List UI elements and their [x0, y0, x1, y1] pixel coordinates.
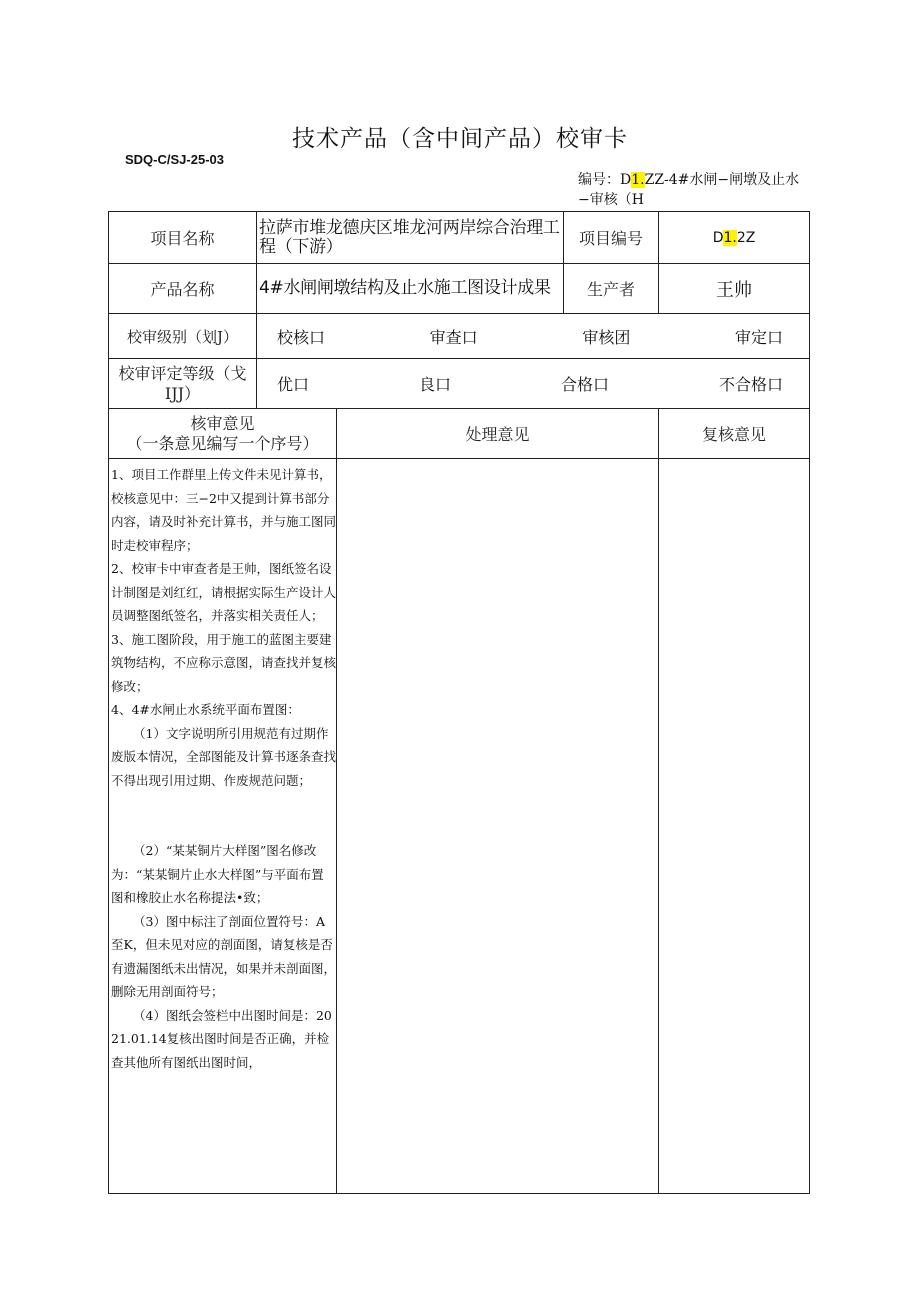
project-name-value: 拉萨市堆龙德庆区堆龙河两岸综合治理工程（下游）: [257, 212, 564, 264]
project-code-prefix: D: [712, 229, 724, 246]
document-code: SDQ-C/SJ-25-03: [125, 152, 224, 167]
project-code-highlight: 1.: [723, 229, 737, 246]
review-opinion-header: [109, 409, 337, 459]
evaluation-option[interactable]: 合格口: [561, 375, 610, 394]
product-row: [109, 264, 810, 314]
review-level-option[interactable]: 校核口: [277, 327, 326, 347]
serial-prefix: 编号：D: [578, 172, 632, 188]
review-level-row: [109, 314, 810, 359]
review-opinion-subtitle: （一条意见编写一个序号）: [126, 433, 319, 453]
evaluation-label-line2: IJJ）: [164, 383, 201, 403]
review-level-option[interactable]: 审查口: [429, 327, 478, 347]
recheck-opinion-header: 复核意见: [659, 409, 810, 459]
project-row: [109, 212, 810, 264]
comments-row: [109, 459, 810, 1194]
comment-spacer: [111, 792, 336, 839]
evaluation-row: [109, 359, 810, 409]
review-comments-cell: [109, 459, 337, 1194]
comment-item: （2）“某某铜片大样图”图名修改为：“某某铜片止水大样图”与平面布置图和橡胶止水名称提法•致；: [111, 843, 324, 905]
producer-label: 生产者: [564, 264, 659, 314]
serial-line2: −审核（H: [578, 192, 644, 208]
comment-item: 4、4#水闸止水系统平面布置图：: [111, 702, 300, 717]
handling-opinion-header: 处理意见: [337, 409, 659, 459]
comment-item: 2、校审卡中审查者是王帅，图纸签名设计制图是刘红红，请根据实际生产设计人员调整图纸签名，并落实相关责任人；: [111, 561, 337, 623]
product-name-label: 产品名称: [109, 264, 257, 314]
serial-highlight: 1.: [631, 172, 645, 188]
handling-opinion-cell[interactable]: [337, 459, 659, 1194]
project-code-value: [659, 212, 810, 264]
evaluation-option[interactable]: 良口: [419, 375, 452, 394]
comment-item: 3、施工图阶段，用于施工的蓝图主要建筑物结构，不应称示意图，请查找并复核修改；: [111, 631, 337, 694]
project-name-label: 项目名称: [109, 212, 257, 264]
review-level-options: [257, 314, 810, 359]
recheck-opinion-cell[interactable]: [659, 459, 810, 1194]
comment-item: （4）图纸会签栏中出图时间是：2021.01.14复核出图时间是否正确，并检查其他所有图纸出图时间，: [111, 1007, 332, 1070]
project-code-suffix: 2Z: [736, 229, 756, 246]
comment-item: （3）图中标注了剖面位置符号：A至K，但未见对应的剖面图，请复核是否有遗漏图纸未出情况，如果并未剖面图，删除无用剖面符号；: [111, 913, 337, 999]
page-title: 技术产品（含中间产品）校审卡: [292, 126, 628, 152]
comment-item: 1、项目工作群里上传文件未见计算书，校核意见中：三−2中又提到计算书部分内容，请及时补充计算书，并与施工图同时走校审程序；: [111, 467, 337, 553]
review-opinion-title: 核审意见: [190, 413, 255, 433]
evaluation-options: [257, 359, 810, 409]
project-code-label: 项目编号: [564, 212, 659, 264]
evaluation-label: [109, 359, 257, 409]
producer-value: 王帅: [659, 264, 810, 314]
comment-item: （1）文字说明所引用规范有过期作废版本情况，全部图能及计算书逐条查找不得出现引用过期、作废规范问题；: [111, 725, 337, 788]
evaluation-option[interactable]: 不合格口: [719, 375, 784, 394]
serial-number: [578, 170, 803, 210]
review-card-table: [108, 211, 810, 1194]
product-name-value: 4#水闸闸墩结构及止水施工图设计成果: [257, 264, 564, 314]
serial-rest: ZZ-4#水闸−闸墩及止水: [644, 172, 800, 188]
evaluation-label-line1: 校审评定等级（戈: [118, 363, 247, 383]
evaluation-option[interactable]: 优口: [277, 375, 310, 394]
review-level-option[interactable]: 审定口: [734, 327, 783, 347]
review-level-option[interactable]: 审核团: [582, 327, 631, 347]
review-level-label: 校审级别（划J）: [109, 314, 257, 359]
column-header-row: [109, 409, 810, 459]
